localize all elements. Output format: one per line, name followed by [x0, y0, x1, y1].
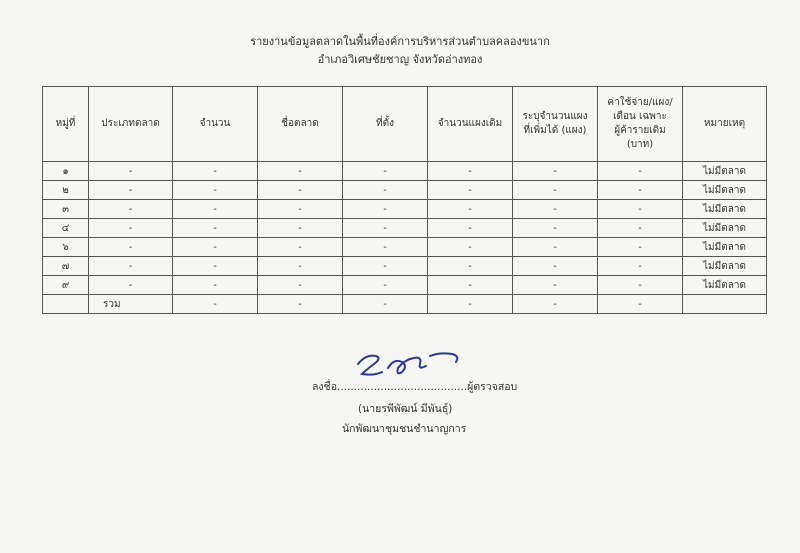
cell-note: ไม่มีตลาด [683, 181, 767, 200]
cell-stalls-added: - [513, 162, 598, 181]
table-row [43, 162, 767, 181]
cell-note: ไม่มีตลาด [683, 200, 767, 219]
cell-market-name: - [258, 181, 343, 200]
cell-market-type: - [89, 162, 173, 181]
cell-note: ไม่มีตลาด [683, 219, 767, 238]
cell-note: ไม่มีตลาด [683, 276, 767, 295]
cell-village: ๓ [43, 200, 89, 219]
table-header-row [43, 87, 767, 162]
cell-stalls-added: - [513, 238, 598, 257]
table-row [43, 276, 767, 295]
cell-market-name: - [258, 257, 343, 276]
cell-stalls-original: - [428, 162, 513, 181]
cell-market-type: - [89, 219, 173, 238]
table-row [43, 238, 767, 257]
cell-village: ๑ [43, 162, 89, 181]
cell-total-blank [43, 295, 89, 314]
header-cost [598, 87, 683, 162]
header-village: หมู่ที่ [43, 87, 89, 162]
cell-stalls-added: - [513, 219, 598, 238]
cell-market-name: - [258, 219, 343, 238]
table-row [43, 257, 767, 276]
header-cost-line3: ผู้ค้ารายเดิม [614, 125, 666, 136]
total-amount: - [173, 295, 258, 314]
cell-village: ๙ [43, 276, 89, 295]
cell-amount: - [173, 219, 258, 238]
cell-amount: - [173, 162, 258, 181]
header-amount: จำนวน [173, 87, 258, 162]
cell-market-type: - [89, 276, 173, 295]
cell-stalls-original: - [428, 181, 513, 200]
cell-village: ๗ [43, 257, 89, 276]
cell-amount: - [173, 200, 258, 219]
cell-location: - [343, 276, 428, 295]
cell-cost: - [598, 219, 683, 238]
cell-amount: - [173, 238, 258, 257]
handwritten-signature [352, 346, 472, 382]
cell-location: - [343, 162, 428, 181]
total-location: - [343, 295, 428, 314]
header-market-type: ประเภทตลาด [89, 87, 173, 162]
cell-location: - [343, 200, 428, 219]
cell-market-type: - [89, 200, 173, 219]
header-stalls-added-line1: ระบุจำนวนแผง [522, 111, 588, 122]
total-label: รวม [89, 295, 173, 314]
total-cost: - [598, 295, 683, 314]
signer-position: นักพัฒนาชุมชนชำนาญการ [342, 423, 467, 435]
header-cost-line4: (บาท) [626, 139, 654, 150]
cell-stalls-original: - [428, 219, 513, 238]
cell-cost: - [598, 276, 683, 295]
cell-location: - [343, 219, 428, 238]
signer-name: (นายรพีพัฒน์ มีพันธุ์) [358, 403, 453, 415]
header-stalls-added [513, 87, 598, 162]
cell-cost: - [598, 238, 683, 257]
cell-village: ๔ [43, 219, 89, 238]
table-row [43, 219, 767, 238]
header-location: ที่ตั้ง [343, 87, 428, 162]
total-row [43, 295, 767, 314]
table-row [43, 200, 767, 219]
header-note: หมายเหตุ [683, 87, 767, 162]
report-title: รายงานข้อมูลตลาดในพื้นที่องค์การบริหารส่วนตำบลคลองขนาก [250, 35, 550, 48]
market-table [42, 86, 767, 314]
cell-note: ไม่มีตลาด [683, 257, 767, 276]
cell-market-type: - [89, 181, 173, 200]
cell-amount: - [173, 181, 258, 200]
header-cost-line1: ค่าใช้จ่าย/แผง/ [607, 97, 673, 108]
cell-market-name: - [258, 276, 343, 295]
cell-amount: - [173, 276, 258, 295]
cell-cost: - [598, 181, 683, 200]
cell-market-type: - [89, 238, 173, 257]
header-cost-line2: เดือน เฉพาะ [613, 111, 667, 122]
signature-line: ลงชื่อ.......................................ผู้ตรวจสอบ [312, 381, 518, 393]
cell-stalls-added: - [513, 200, 598, 219]
total-note-blank [683, 295, 767, 314]
header-stalls-added-line2: ที่เพิ่มได้ (แผง) [523, 125, 587, 136]
cell-stalls-added: - [513, 181, 598, 200]
report-subtitle: อำเภอวิเศษชัยชาญ จังหวัดอ่างทอง [317, 53, 483, 66]
cell-market-type: - [89, 257, 173, 276]
cell-note: ไม่มีตลาด [683, 238, 767, 257]
cell-stalls-original: - [428, 257, 513, 276]
header-market-name: ชื่อตลาด [258, 87, 343, 162]
cell-note: ไม่มีตลาด [683, 162, 767, 181]
cell-market-name: - [258, 238, 343, 257]
cell-village: ๖ [43, 238, 89, 257]
header-stalls-original: จำนวนแผงเดิม [428, 87, 513, 162]
total-market-name: - [258, 295, 343, 314]
cell-amount: - [173, 257, 258, 276]
cell-stalls-original: - [428, 200, 513, 219]
cell-stalls-original: - [428, 276, 513, 295]
cell-stalls-added: - [513, 276, 598, 295]
cell-cost: - [598, 257, 683, 276]
cell-location: - [343, 257, 428, 276]
cell-location: - [343, 181, 428, 200]
cell-location: - [343, 238, 428, 257]
cell-village: ๒ [43, 181, 89, 200]
cell-market-name: - [258, 200, 343, 219]
cell-market-name: - [258, 162, 343, 181]
cell-stalls-added: - [513, 257, 598, 276]
cell-cost: - [598, 162, 683, 181]
total-stalls-added: - [513, 295, 598, 314]
cell-cost: - [598, 200, 683, 219]
cell-stalls-original: - [428, 238, 513, 257]
total-stalls-original: - [428, 295, 513, 314]
table-row [43, 181, 767, 200]
